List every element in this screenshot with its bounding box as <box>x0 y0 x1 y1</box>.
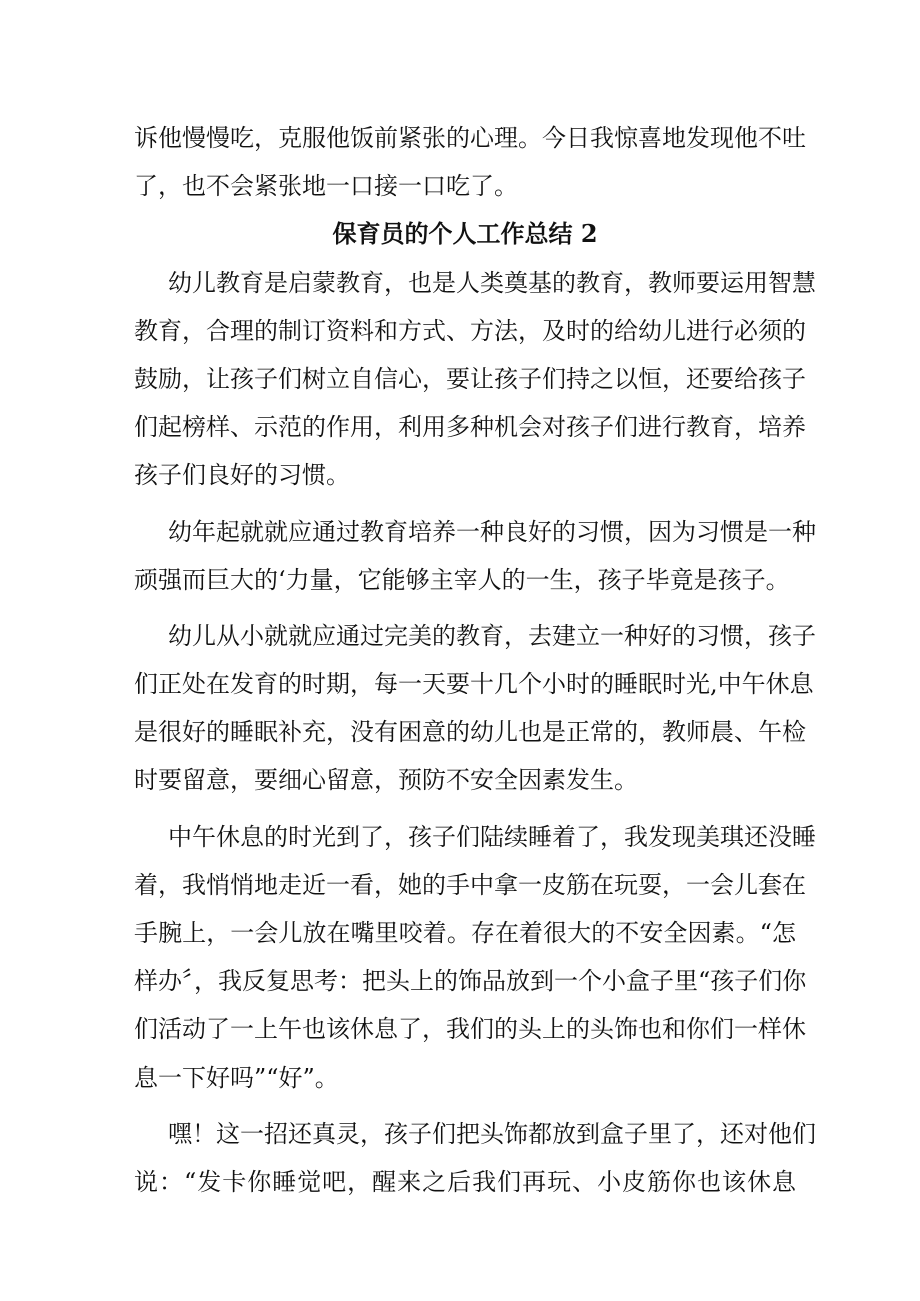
text-line: 孩子们良好的习惯。 <box>134 461 350 490</box>
text-line: 手腕上，一会儿放在嘴里咬着。存在着很大的不安全因素。“怎 <box>134 919 796 947</box>
text-line: 着，我悄悄地走近一看，她的手中拿一皮筋在玩耍，一会儿套在 <box>134 870 806 899</box>
section-title: 保育员的个人工作总结 2 <box>332 219 598 249</box>
text-line: 幼儿教育是启蒙教育，也是人类奠基的教育，教师要运用智慧 <box>168 268 816 297</box>
text-line: 是很好的睡眠补充，没有困意的幼儿也是正常的，教师晨、午检 <box>134 718 806 747</box>
text-line: 们起榜样、示范的作用，利用多种机会对孩子们进行教育，培养 <box>134 413 806 442</box>
text-line: 中午休息的时光到了，孩子们陆续睡着了，我发现美琪还没睡 <box>168 822 816 851</box>
paragraph-3 <box>134 612 816 805</box>
text-line: 了，也不会紧张地一口接一口吃了。 <box>134 172 518 201</box>
paragraph-2 <box>134 508 816 604</box>
intro-paragraph <box>134 114 806 210</box>
text-line: 嘿！这一招还真灵，孩子们把头饰都放到盒子里了，还对他们 <box>168 1119 816 1148</box>
paragraph-5 <box>134 1110 816 1206</box>
text-line: 教育，合理的制订资料和方式、方法，及时的给幼儿进行必须的 <box>134 316 806 345</box>
text-line: 们活动了一上午也该休息了，我们的头上的头饰也和你们一样休 <box>134 1015 806 1044</box>
text-line: 息一下好吗”“好”。 <box>134 1063 339 1092</box>
text-line: 时要留意，要细心留意，预防不安全因素发生。 <box>134 766 638 795</box>
paragraph-1 <box>134 259 816 500</box>
paragraph-4 <box>134 813 816 1102</box>
text-line: 诉他慢慢吃，克服他饭前紧张的心理。今日我惊喜地发现他不吐 <box>134 124 806 152</box>
text-line: 幼年起就就应通过教育培养一种良好的习惯，因为习惯是一种 <box>168 517 816 546</box>
text-line: 鼓励，让孩子们树立自信心，要让孩子们持之以恒，还要给孩子 <box>134 364 806 393</box>
text-line: 说：“发卡你睡觉吧，醒来之后我们再玩、小皮筋你也该休息 <box>134 1167 796 1196</box>
text-line: 幼儿从小就就应通过完美的教育，去建立一种好的习惯，孩子 <box>168 621 816 650</box>
text-line: 样办〞，我反复思考：把头上的饰品放到一个小盒子里“孩子们你 <box>134 967 807 996</box>
text-line: 们正处在发育的时期，每一天要十几个小时的睡眠时光,中午休息 <box>134 670 814 699</box>
document-body <box>134 114 816 1206</box>
text-line: 顽强而巨大的‘力量，它能够主宰人的一生，孩子毕竟是孩子。 <box>134 565 790 594</box>
